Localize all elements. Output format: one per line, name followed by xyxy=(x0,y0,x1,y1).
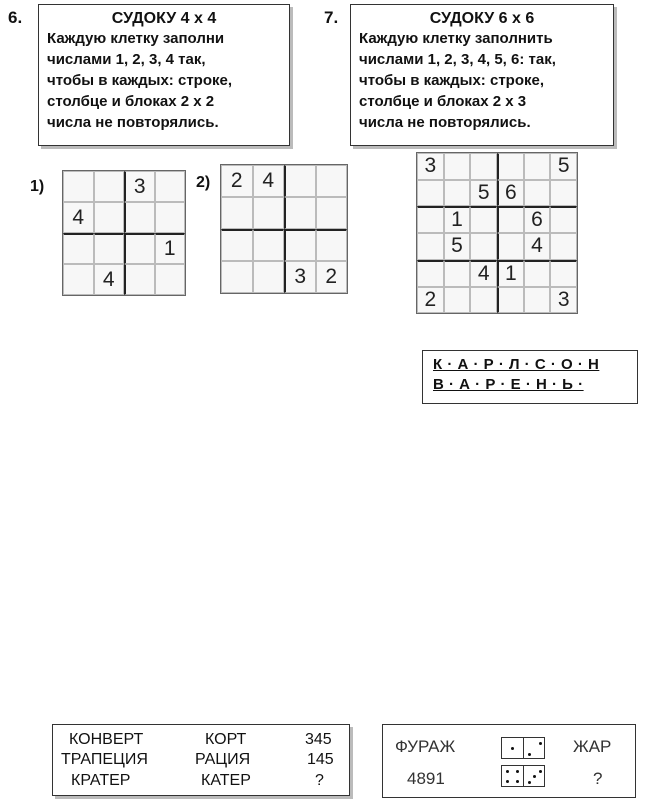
sudoku-cell xyxy=(284,197,316,229)
word-karlson: К · А · Р · Л · С · О · Н xyxy=(433,356,600,373)
task7-line: числами 1, 2, 3, 4, 5, 6: так, xyxy=(359,51,556,68)
task7-title: СУДОКУ 6 х 6 xyxy=(429,10,535,27)
sudoku-grid-6x6 xyxy=(416,152,578,314)
sudoku-cell xyxy=(155,264,186,295)
sudoku-cell xyxy=(524,287,551,314)
domino-pip xyxy=(516,780,519,783)
sudoku-cell xyxy=(470,233,497,260)
sudoku-cell xyxy=(316,197,348,229)
puzzle-value2: ? xyxy=(593,769,603,788)
table-cell: 345 xyxy=(305,731,332,748)
sudoku-cell xyxy=(444,287,471,314)
task6-line: Каждую клетку заполни xyxy=(47,30,225,47)
sudoku-cell xyxy=(444,260,471,287)
task7-text xyxy=(359,28,605,133)
word-table xyxy=(52,724,350,796)
domino-pip xyxy=(506,770,509,773)
domino-half xyxy=(523,766,545,786)
sudoku-cell: 6 xyxy=(524,206,551,233)
table-cell: КОНВЕРТ xyxy=(69,731,144,748)
domino-pip xyxy=(516,770,519,773)
task7-line: числа не повторялись. xyxy=(359,114,531,131)
sudoku-cell xyxy=(497,206,524,233)
sudoku-cell xyxy=(94,171,125,202)
sudoku-cell xyxy=(417,233,444,260)
sudoku-cell xyxy=(284,229,316,261)
sudoku-cell xyxy=(94,202,125,233)
sudoku-cell xyxy=(63,233,94,264)
sudoku-cell: 5 xyxy=(550,153,577,180)
table-cell: 145 xyxy=(307,751,334,768)
sudoku-cell: 2 xyxy=(417,287,444,314)
puzzle-word1: ФУРАЖ xyxy=(395,737,456,756)
sudoku-cell: 6 xyxy=(497,180,524,207)
task6-text xyxy=(47,28,281,133)
sudoku-cell xyxy=(221,229,253,261)
puzzle-value1: 4891 xyxy=(407,769,445,788)
sudoku-cell xyxy=(550,233,577,260)
domino-half xyxy=(502,738,523,758)
sudoku-cell xyxy=(497,233,524,260)
sudoku-grid-4x4-1 xyxy=(62,170,186,296)
sudoku-cell xyxy=(497,287,524,314)
sudoku-cell: 2 xyxy=(316,261,348,293)
task6-line: числами 1, 2, 3, 4 так, xyxy=(47,51,206,68)
task6-line: столбце и блоках 2 х 2 xyxy=(47,93,215,110)
task7-line: чтобы в каждых: строке, xyxy=(359,72,545,89)
sudoku-cell xyxy=(417,260,444,287)
task6-title: СУДОКУ 4 х 4 xyxy=(111,10,217,27)
sudoku-cell: 1 xyxy=(444,206,471,233)
sudoku-cell xyxy=(524,180,551,207)
sudoku-cell xyxy=(284,165,316,197)
table-cell: ТРАПЕЦИЯ xyxy=(61,751,148,768)
sudoku-cell xyxy=(444,153,471,180)
sudoku-cell: 4 xyxy=(94,264,125,295)
sudoku-cell xyxy=(221,197,253,229)
sudoku-cell xyxy=(124,233,155,264)
domino-pip xyxy=(511,747,514,750)
sudoku-grid-4x4-2 xyxy=(220,164,348,294)
sudoku-cell xyxy=(550,206,577,233)
sudoku-cell xyxy=(253,229,285,261)
grid1-label: 1) xyxy=(30,178,45,195)
sudoku-cell xyxy=(253,197,285,229)
sudoku-cell xyxy=(417,206,444,233)
sudoku-cell xyxy=(524,260,551,287)
sudoku-cell xyxy=(470,153,497,180)
domino-tile-1 xyxy=(501,737,545,759)
sudoku-cell xyxy=(63,264,94,295)
task6-number: 6. xyxy=(8,8,23,27)
sudoku-cell: 4 xyxy=(63,202,94,233)
sudoku-cell xyxy=(316,165,348,197)
sudoku-cell xyxy=(221,261,253,293)
sudoku-cell xyxy=(63,171,94,202)
sudoku-cell: 3 xyxy=(550,287,577,314)
table-cell: РАЦИЯ xyxy=(195,751,251,768)
domino-pip xyxy=(539,742,542,745)
table-cell: КРАТЕР xyxy=(71,772,131,789)
task6-line: чтобы в каждых: строке, xyxy=(47,72,233,89)
domino-pip xyxy=(533,775,536,778)
sudoku-cell: 3 xyxy=(124,171,155,202)
sudoku-cell: 4 xyxy=(253,165,285,197)
sudoku-cell xyxy=(316,229,348,261)
sudoku-cell xyxy=(124,264,155,295)
sudoku-cell xyxy=(524,153,551,180)
table-cell: ? xyxy=(315,772,324,789)
sudoku-cell xyxy=(444,180,471,207)
sudoku-cell xyxy=(550,260,577,287)
word-varenye: В · А · Р · Е · Н · Ь · xyxy=(433,376,584,393)
sudoku-cell: 3 xyxy=(284,261,316,293)
grid2-label: 2) xyxy=(196,174,211,191)
words-box xyxy=(422,350,638,404)
task7-line: Каждую клетку заполнить xyxy=(359,30,553,47)
sudoku-cell xyxy=(94,233,125,264)
table-cell: КАТЕР xyxy=(201,772,251,789)
sudoku-cell: 1 xyxy=(155,233,186,264)
sudoku-cell xyxy=(253,261,285,293)
domino-half xyxy=(523,738,545,758)
sudoku-cell xyxy=(497,153,524,180)
task7-line: столбце и блоках 2 х 3 xyxy=(359,93,527,110)
sudoku-cell: 4 xyxy=(470,260,497,287)
sudoku-cell: 3 xyxy=(417,153,444,180)
sudoku-cell: 1 xyxy=(497,260,524,287)
domino-puzzle-box xyxy=(382,724,636,798)
sudoku-cell xyxy=(470,287,497,314)
table-cell: КОРТ xyxy=(205,731,247,748)
sudoku-cell xyxy=(124,202,155,233)
task7-number: 7. xyxy=(324,8,339,27)
sudoku-cell: 2 xyxy=(221,165,253,197)
sudoku-cell: 5 xyxy=(470,180,497,207)
sudoku-cell: 4 xyxy=(524,233,551,260)
sudoku-cell xyxy=(470,206,497,233)
domino-pip xyxy=(506,780,509,783)
domino-tile-2 xyxy=(501,765,545,787)
sudoku-cell xyxy=(155,171,186,202)
domino-pip xyxy=(528,753,531,756)
sudoku-cell: 5 xyxy=(444,233,471,260)
task7-box xyxy=(350,4,614,146)
domino-half xyxy=(502,766,523,786)
sudoku-cell xyxy=(417,180,444,207)
domino-pip xyxy=(528,781,531,784)
domino-pip xyxy=(539,770,542,773)
sudoku-cell xyxy=(550,180,577,207)
task6-box xyxy=(38,4,290,146)
puzzle-word2: ЖАР xyxy=(573,737,612,756)
sudoku-cell xyxy=(155,202,186,233)
task6-line: числа не повторялись. xyxy=(47,114,219,131)
